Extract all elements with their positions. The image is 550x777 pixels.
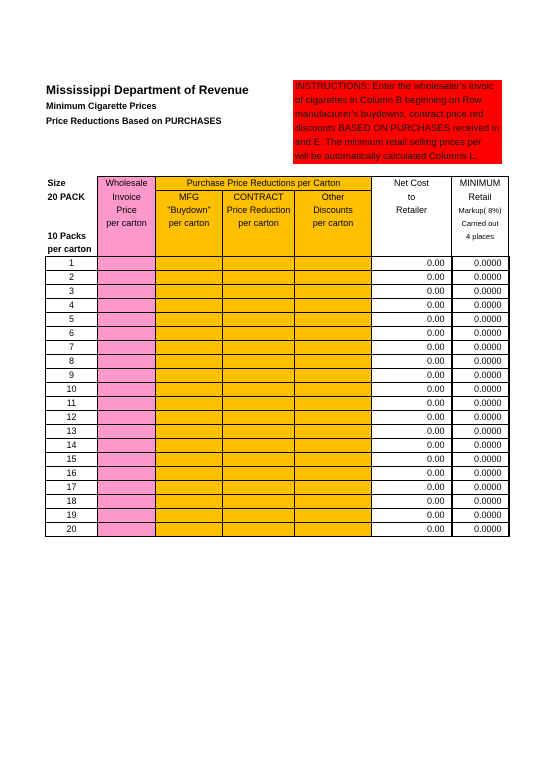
other-discount-cell[interactable] bbox=[295, 341, 372, 355]
blank-cell bbox=[223, 230, 295, 243]
contract-reduction-cell[interactable] bbox=[223, 453, 295, 467]
other-discount-cell[interactable] bbox=[295, 355, 372, 369]
per-carton-label: per carton bbox=[47, 244, 92, 254]
table-row bbox=[46, 481, 509, 495]
size-header: Size bbox=[47, 178, 66, 188]
mfg-header: MFG bbox=[156, 191, 223, 205]
minimum-retail-cell: 0.0000 bbox=[452, 495, 509, 509]
contract-reduction-cell[interactable] bbox=[223, 313, 295, 327]
net-cost-cell: 0.00 bbox=[372, 425, 452, 439]
net-cost-cell: 0.00 bbox=[372, 523, 452, 537]
blank-cell bbox=[46, 204, 98, 217]
minimum-retail-cell: 0.0000 bbox=[452, 425, 509, 439]
net-cost-cell: 0.00 bbox=[372, 439, 452, 453]
contract-reduction-cell[interactable] bbox=[223, 355, 295, 369]
contract-reduction-cell[interactable] bbox=[223, 341, 295, 355]
other-discount-cell[interactable] bbox=[295, 313, 372, 327]
ten-packs-header: 10 Packs bbox=[47, 231, 87, 241]
contract-reduction-cell[interactable] bbox=[223, 271, 295, 285]
mfg-buydown-cell[interactable] bbox=[156, 495, 223, 509]
blank-cell bbox=[372, 217, 452, 230]
table-row bbox=[46, 355, 509, 369]
discounts-header: Discounts bbox=[295, 204, 372, 217]
net-cost-cell: 0.00 bbox=[372, 481, 452, 495]
row-number: 5 bbox=[46, 313, 98, 327]
contract-reduction-cell[interactable] bbox=[223, 397, 295, 411]
wholesale-price-cell[interactable] bbox=[98, 467, 156, 481]
purchase-reductions-header: Purchase Price Reductions per Carton bbox=[156, 177, 372, 191]
instructions-box bbox=[293, 80, 502, 164]
other-discount-cell[interactable] bbox=[295, 425, 372, 439]
row-number: 10 bbox=[46, 383, 98, 397]
minimum-retail-cell: 0.0000 bbox=[452, 453, 509, 467]
table-row bbox=[46, 509, 509, 523]
mfg-buydown-cell[interactable] bbox=[156, 425, 223, 439]
instructions-line: discounts BASED ON PURCHASES received in bbox=[295, 123, 500, 134]
other-discount-cell[interactable] bbox=[295, 257, 372, 271]
minimum-retail-cell: 0.0000 bbox=[452, 313, 509, 327]
table-row bbox=[46, 411, 509, 425]
other-discount-cell[interactable] bbox=[295, 523, 372, 537]
mfg-buydown-cell[interactable] bbox=[156, 299, 223, 313]
other-discount-cell[interactable] bbox=[295, 495, 372, 509]
net-cost-cell: 0.00 bbox=[372, 341, 452, 355]
mfg-buydown-cell[interactable] bbox=[156, 313, 223, 327]
minimum-retail-cell: 0.0000 bbox=[452, 355, 509, 369]
contract-reduction-cell[interactable] bbox=[223, 523, 295, 537]
table-row bbox=[46, 299, 509, 313]
wholesale-price-cell[interactable] bbox=[98, 271, 156, 285]
mfg-buydown-cell[interactable] bbox=[156, 509, 223, 523]
table-row bbox=[46, 453, 509, 467]
instructions-line: and E. The minimum retail selling prices per bbox=[295, 137, 482, 148]
contract-header: CONTRACT bbox=[223, 191, 295, 205]
wholesale-price-cell[interactable] bbox=[98, 313, 156, 327]
row-number: 14 bbox=[46, 439, 98, 453]
row-number: 2 bbox=[46, 271, 98, 285]
row-number: 17 bbox=[46, 481, 98, 495]
row-number: 11 bbox=[46, 397, 98, 411]
row-number: 1 bbox=[46, 257, 98, 271]
other-discount-cell[interactable] bbox=[295, 327, 372, 341]
other-discount-cell[interactable] bbox=[295, 285, 372, 299]
minimum-retail-cell: 0.0000 bbox=[452, 327, 509, 341]
instructions-line: will be automatically calculated Columns L, bbox=[295, 151, 478, 162]
contract-reduction-cell[interactable] bbox=[223, 285, 295, 299]
blank-cell bbox=[223, 243, 295, 257]
mfg-buydown-cell[interactable] bbox=[156, 397, 223, 411]
net-cost-header: Net Cost bbox=[372, 177, 452, 191]
row-number: 8 bbox=[46, 355, 98, 369]
other-discount-cell[interactable] bbox=[295, 299, 372, 313]
wholesale-price-cell[interactable] bbox=[98, 257, 156, 271]
net-cost-cell: 0.00 bbox=[372, 369, 452, 383]
instructions-line: manufacturer's buydowns, contract price red bbox=[295, 109, 484, 120]
four-places-header: 4 places bbox=[452, 230, 509, 243]
table-row bbox=[46, 495, 509, 509]
price-table bbox=[45, 176, 510, 537]
table-row bbox=[46, 285, 509, 299]
retailer-header: Retailer bbox=[372, 204, 452, 217]
retail-header: Retail bbox=[452, 191, 509, 205]
row-number: 12 bbox=[46, 411, 98, 425]
other-discount-cell[interactable] bbox=[295, 383, 372, 397]
row-number: 18 bbox=[46, 495, 98, 509]
contract-reduction-cell[interactable] bbox=[223, 369, 295, 383]
wholesale-price-cell[interactable] bbox=[98, 327, 156, 341]
wholesale-price-cell[interactable] bbox=[98, 355, 156, 369]
minimum-retail-cell: 0.0000 bbox=[452, 467, 509, 481]
contract-reduction-cell[interactable] bbox=[223, 425, 295, 439]
instructions-line: of cigarettes in Column B beginning on Row bbox=[295, 95, 482, 106]
row-number: 9 bbox=[46, 369, 98, 383]
mfg-buydown-cell[interactable] bbox=[156, 355, 223, 369]
table-row bbox=[46, 271, 509, 285]
net-cost-cell: 0.00 bbox=[372, 397, 452, 411]
contract-reduction-cell[interactable] bbox=[223, 411, 295, 425]
contract-reduction-cell[interactable] bbox=[223, 509, 295, 523]
per-carton-header: per carton bbox=[156, 217, 223, 230]
table-row bbox=[46, 439, 509, 453]
row-number: 13 bbox=[46, 425, 98, 439]
minimum-retail-cell: 0.0000 bbox=[452, 509, 509, 523]
wholesale-price-cell[interactable] bbox=[98, 411, 156, 425]
table-row bbox=[46, 383, 509, 397]
wholesale-price-cell[interactable] bbox=[98, 425, 156, 439]
net-cost-cell: 0.00 bbox=[372, 271, 452, 285]
net-cost-cell: 0.00 bbox=[372, 467, 452, 481]
other-discount-cell[interactable] bbox=[295, 411, 372, 425]
wholesale-price-cell[interactable] bbox=[98, 509, 156, 523]
per-carton-header: per carton bbox=[98, 217, 156, 230]
other-discount-cell[interactable] bbox=[295, 271, 372, 285]
other-header: Other bbox=[295, 191, 372, 205]
minimum-retail-cell: 0.0000 bbox=[452, 299, 509, 313]
minimum-retail-cell: 0.0000 bbox=[452, 285, 509, 299]
minimum-retail-cell: 0.0000 bbox=[452, 397, 509, 411]
wholesale-price-cell[interactable] bbox=[98, 453, 156, 467]
price-header: Price bbox=[98, 204, 156, 217]
row-number: 19 bbox=[46, 509, 98, 523]
table-row bbox=[46, 397, 509, 411]
mfg-buydown-cell[interactable] bbox=[156, 327, 223, 341]
blank-cell bbox=[372, 230, 452, 243]
minimum-retail-cell: 0.0000 bbox=[452, 523, 509, 537]
pack-size-header: 20 PACK bbox=[47, 191, 85, 202]
table-row bbox=[46, 523, 509, 537]
row-number: 16 bbox=[46, 467, 98, 481]
net-cost-cell: 0.00 bbox=[372, 355, 452, 369]
buydown-header: "Buydown" bbox=[156, 204, 223, 217]
blank-cell bbox=[98, 230, 156, 243]
wholesale-price-cell[interactable] bbox=[98, 481, 156, 495]
minimum-retail-cell: 0.0000 bbox=[452, 383, 509, 397]
mfg-buydown-cell[interactable] bbox=[156, 467, 223, 481]
carried-out-header: Carried out bbox=[452, 217, 509, 230]
mfg-buydown-cell[interactable] bbox=[156, 369, 223, 383]
table-row bbox=[46, 467, 509, 481]
markup-header: Markup( 8%) bbox=[452, 204, 509, 217]
contract-reduction-cell[interactable] bbox=[223, 299, 295, 313]
net-cost-cell: 0.00 bbox=[372, 509, 452, 523]
wholesale-price-cell[interactable] bbox=[98, 495, 156, 509]
net-cost-cell: 0.00 bbox=[372, 299, 452, 313]
per-carton-header: per carton bbox=[295, 217, 372, 230]
other-discount-cell[interactable] bbox=[295, 453, 372, 467]
other-discount-cell[interactable] bbox=[295, 369, 372, 383]
contract-reduction-cell[interactable] bbox=[223, 257, 295, 271]
mfg-buydown-cell[interactable] bbox=[156, 481, 223, 495]
table-row bbox=[46, 341, 509, 355]
net-cost-to-header: to bbox=[372, 191, 452, 205]
blank-cell bbox=[295, 243, 372, 257]
mfg-buydown-cell[interactable] bbox=[156, 285, 223, 299]
table-row bbox=[46, 257, 509, 271]
invoice-header: Invoice bbox=[98, 191, 156, 205]
blank-cell bbox=[46, 217, 98, 230]
wholesale-price-cell[interactable] bbox=[98, 299, 156, 313]
price-reduction-header: Price Reduction bbox=[223, 204, 295, 217]
row-number: 7 bbox=[46, 341, 98, 355]
blank-cell bbox=[156, 230, 223, 243]
blank-cell bbox=[295, 230, 372, 243]
mfg-buydown-cell[interactable] bbox=[156, 439, 223, 453]
table-row bbox=[46, 369, 509, 383]
instructions-line: INSTRUCTIONS: Enter the wholesaler's invoic bbox=[295, 81, 494, 92]
other-discount-cell[interactable] bbox=[295, 509, 372, 523]
wholesale-price-cell[interactable] bbox=[98, 285, 156, 299]
per-carton-header: per carton bbox=[223, 217, 295, 230]
row-number: 3 bbox=[46, 285, 98, 299]
row-number: 15 bbox=[46, 453, 98, 467]
other-discount-cell[interactable] bbox=[295, 481, 372, 495]
other-discount-cell[interactable] bbox=[295, 439, 372, 453]
net-cost-cell: 0.00 bbox=[372, 495, 452, 509]
mfg-buydown-cell[interactable] bbox=[156, 523, 223, 537]
net-cost-cell: 0.00 bbox=[372, 411, 452, 425]
net-cost-cell: 0.00 bbox=[372, 383, 452, 397]
minimum-retail-cell: 0.0000 bbox=[452, 369, 509, 383]
mfg-buydown-cell[interactable] bbox=[156, 411, 223, 425]
wholesale-price-cell[interactable] bbox=[98, 397, 156, 411]
net-cost-cell: 0.00 bbox=[372, 453, 452, 467]
table-row bbox=[46, 425, 509, 439]
mfg-buydown-cell[interactable] bbox=[156, 271, 223, 285]
net-cost-cell: 0.00 bbox=[372, 313, 452, 327]
minimum-header: MINIMUM bbox=[452, 177, 509, 191]
contract-reduction-cell[interactable] bbox=[223, 439, 295, 453]
contract-reduction-cell[interactable] bbox=[223, 495, 295, 509]
mfg-buydown-cell[interactable] bbox=[156, 453, 223, 467]
table-row bbox=[46, 327, 509, 341]
mfg-buydown-cell[interactable] bbox=[156, 341, 223, 355]
blank-cell bbox=[98, 243, 156, 257]
row-number: 20 bbox=[46, 523, 98, 537]
wholesale-price-cell[interactable] bbox=[98, 341, 156, 355]
minimum-retail-cell: 0.0000 bbox=[452, 341, 509, 355]
minimum-retail-cell: 0.0000 bbox=[452, 271, 509, 285]
net-cost-cell: 0.00 bbox=[372, 327, 452, 341]
other-discount-cell[interactable] bbox=[295, 467, 372, 481]
other-discount-cell[interactable] bbox=[295, 397, 372, 411]
table-row bbox=[46, 313, 509, 327]
blank-cell bbox=[452, 243, 509, 257]
net-cost-cell: 0.00 bbox=[372, 257, 452, 271]
wholesale-price-cell[interactable] bbox=[98, 369, 156, 383]
minimum-retail-cell: 0.0000 bbox=[452, 481, 509, 495]
minimum-retail-cell: 0.0000 bbox=[452, 257, 509, 271]
contract-reduction-cell[interactable] bbox=[223, 467, 295, 481]
minimum-retail-cell: 0.0000 bbox=[452, 439, 509, 453]
mfg-buydown-cell[interactable] bbox=[156, 383, 223, 397]
mfg-buydown-cell[interactable] bbox=[156, 257, 223, 271]
page-title: Mississippi Department of Revenue bbox=[46, 83, 249, 97]
wholesale-price-cell[interactable] bbox=[98, 439, 156, 453]
page-subtitle: Minimum Cigarette Prices bbox=[46, 101, 157, 111]
blank-cell bbox=[156, 243, 223, 257]
wholesale-price-cell[interactable] bbox=[98, 523, 156, 537]
row-number: 4 bbox=[46, 299, 98, 313]
contract-reduction-cell[interactable] bbox=[223, 327, 295, 341]
row-number: 6 bbox=[46, 327, 98, 341]
wholesale-header: Wholesale bbox=[98, 177, 156, 191]
net-cost-cell: 0.00 bbox=[372, 285, 452, 299]
contract-reduction-cell[interactable] bbox=[223, 383, 295, 397]
minimum-retail-cell: 0.0000 bbox=[452, 411, 509, 425]
blank-cell bbox=[372, 243, 452, 257]
page-subtitle-2: Price Reductions Based on PURCHASES bbox=[46, 116, 222, 126]
wholesale-price-cell[interactable] bbox=[98, 383, 156, 397]
contract-reduction-cell[interactable] bbox=[223, 481, 295, 495]
